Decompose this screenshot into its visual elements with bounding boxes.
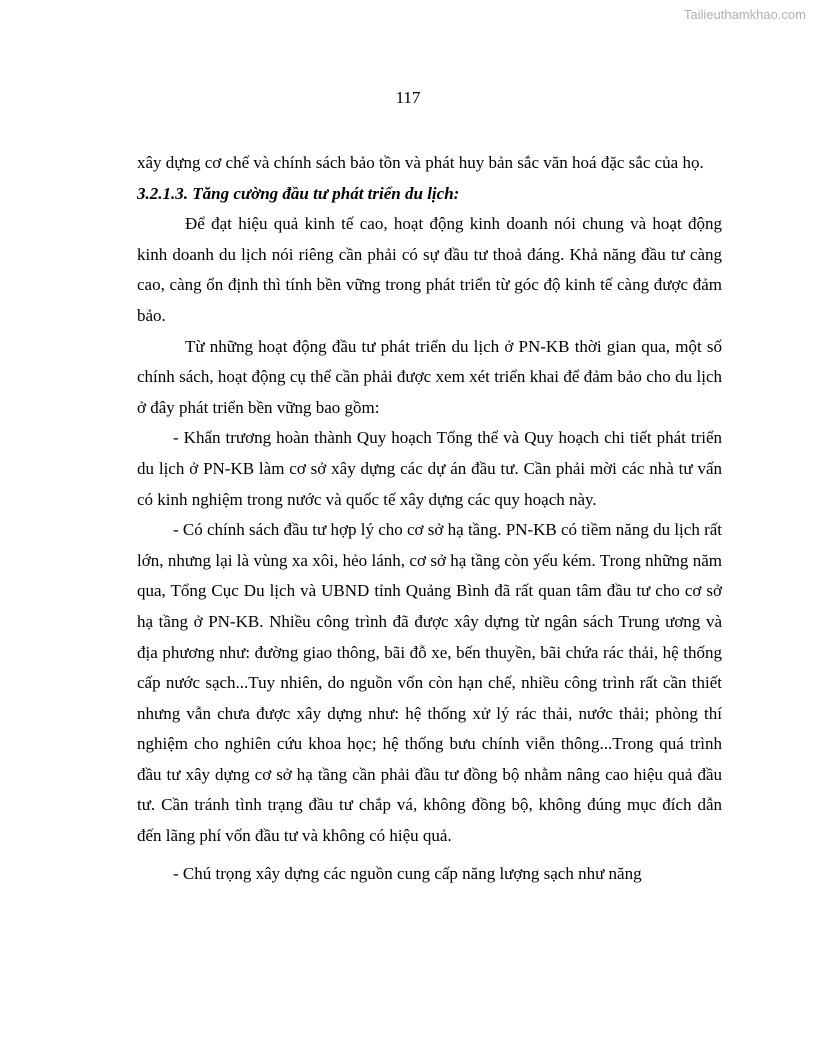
list-item-master-plan: - Khẩn trương hoàn thành Quy hoạch Tổng thể và Quy hoạch chi tiết phát triển du lịch ở PN-KB làm cơ sở xây dựng các dự án đầu tư. Cần phải mời các nhà tư vấn có kinh nghiệm trong nước và quốc tế xây dựng các quy hoạch này. (137, 428, 722, 509)
list-item-clean-energy: - Chú trọng xây dựng các nguồn cung cấp năng lượng sạch như năng (173, 863, 642, 883)
list-item-infrastructure: - Có chính sách đầu tư hợp lý cho cơ sở hạ tầng. PN-KB có tiềm năng du lịch rất lớn, nhưng lại là vùng xa xôi, hẻo lánh, cơ sở hạ tầng còn yếu kém. Trong những năm qua, Tổng Cục Du lịch và UBND tỉnh Quảng Bình đã rất quan tâm đầu tư cho cơ sở hạ tầng ở PN-KB. Nhiều công trình đã được xây dựng từ ngân sách Trung ương và địa phương như: đường giao thông, bãi đỗ xe, bến thuyền, bãi chứa rác thải, hệ thống cấp nước sạch...Tuy nhiên, do nguồn vốn còn hạn chế, nhiều công trình rất cần thiết nhưng vẫn chưa được xây dựng như: hệ thống xử lý rác thải, nước thải; phòng thí nghiệm cho nghiên cứu khoa học; hệ thống bưu chính viễn thông...Trong quá trình đầu tư xây dựng cơ sở hạ tầng cần phải đầu tư đồng bộ nhằm nâng cao hiệu quả đầu tư. Cần tránh tình trạng đầu tư chắp vá, không đồng bộ, không đúng mục đích dẫn đến lãng phí vốn đầu tư và không có hiệu quả. (137, 520, 722, 846)
body-text (137, 148, 722, 889)
watermark: Tailieuthamkhao.com (683, 7, 806, 22)
section-heading: 3.2.1.3. Tăng cường đầu tư phát triển du lịch: (137, 183, 460, 203)
paragraph-investment-efficiency: Để đạt hiệu quả kinh tế cao, hoạt động kinh doanh nói chung và hoạt động kinh doanh du lịch nói riêng cần phải có sự đầu tư thoả đáng. Khả năng đầu tư càng cao, càng ổn định thì tính bền vững trong phát triển từ góc độ kinh tế càng được đảm bảo. (137, 214, 722, 325)
paragraph-policies-intro: Từ những hoạt động đầu tư phát triển du lịch ở PN-KB thời gian qua, một số chính sách, hoạt động cụ thể cần phải được xem xét triển khai để đảm bảo cho du lịch ở đây phát triển bền vững bao gồm: (137, 336, 722, 417)
page-number: 117 (395, 88, 421, 107)
paragraph-continuation: xây dựng cơ chế và chính sách bảo tồn và phát huy bản sắc văn hoá đặc sắc của họ. (137, 153, 704, 172)
